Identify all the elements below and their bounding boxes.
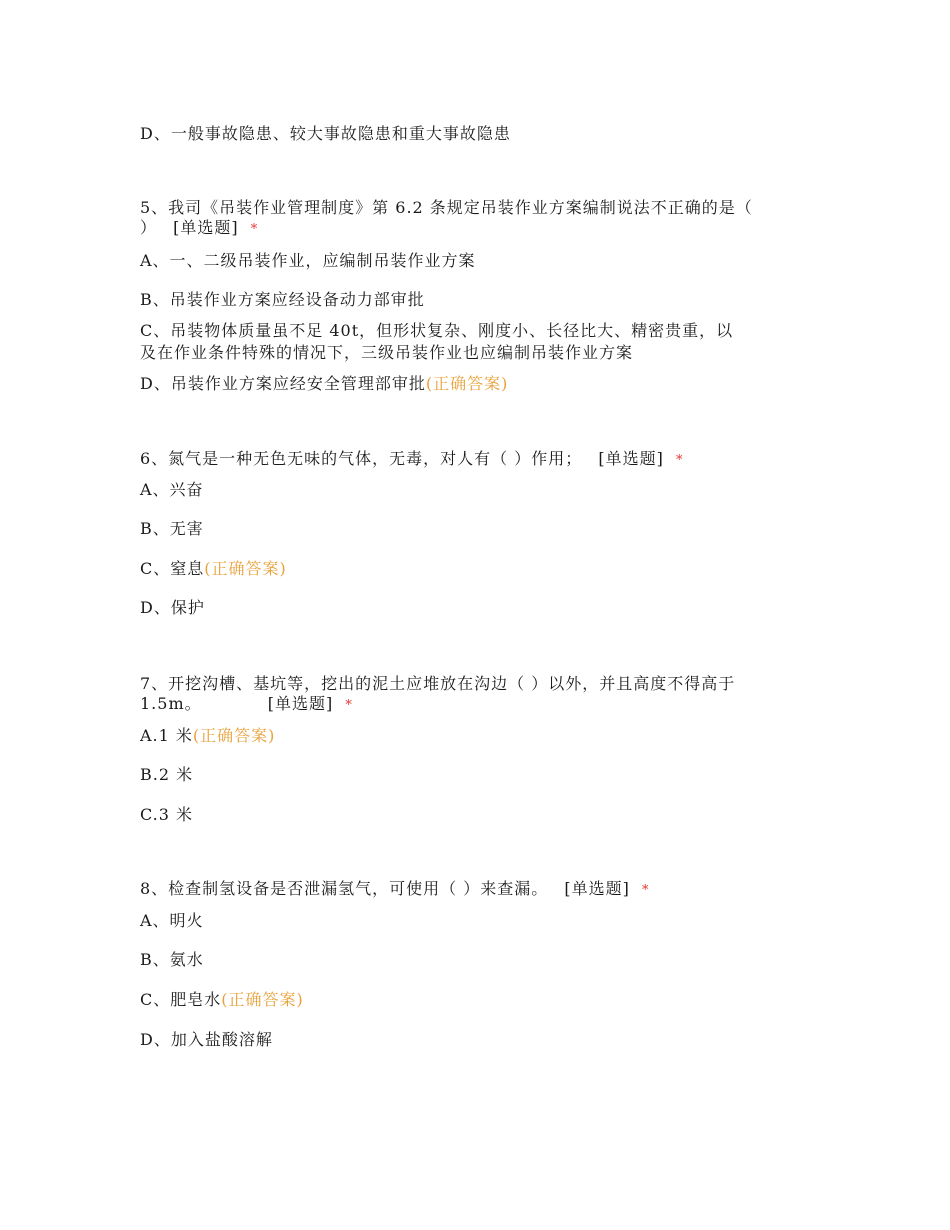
q6-option-c-text: C、窒息: [140, 559, 205, 578]
q7-stem-line2: [140, 693, 353, 717]
q8-option-b-text: B、氨水: [140, 950, 204, 969]
q6-option-d-text: D、保护: [140, 598, 205, 617]
q7-option-a: [140, 725, 275, 747]
q8-stem: [140, 878, 649, 902]
q5-option-c-text: C、吊装物体质量虽不足 40t，但形状复杂、刚度小、长径比大、精密贵重，以: [140, 321, 734, 340]
q7-stem-line1: [140, 673, 735, 695]
q7-option-b: [140, 764, 193, 786]
q8-option-c: [140, 989, 304, 1011]
required-asterisk: *: [345, 698, 353, 713]
q7-option-c-text: C.3 米: [140, 805, 194, 824]
q4-option-d: [140, 123, 511, 145]
q6-option-c: [140, 558, 287, 580]
correct-answer-tag: (正确答案): [425, 374, 509, 393]
q8-option-a: [140, 910, 204, 932]
q8-stem-text: 8、检查制氢设备是否泄漏氢气，可使用（ ）来查漏。: [140, 879, 549, 898]
q8-type-label: [单选题]: [564, 879, 630, 898]
q8-option-d-text: D、加入盐酸溶解: [140, 1030, 273, 1049]
q7-option-c: [140, 804, 193, 826]
q5-stem-text: 5、我司《吊装作业管理制度》第 6.2 条规定吊装作业方案编制说法不正确的是（: [140, 198, 753, 217]
q8-option-c-text: C、肥皂水: [140, 990, 222, 1009]
q8-option-b: [140, 949, 204, 971]
correct-answer-tag: (正确答案): [221, 990, 304, 1009]
required-asterisk: *: [675, 453, 684, 468]
q6-option-a-text: A、兴奋: [140, 480, 204, 499]
q5-option-b-text: B、吊装作业方案应经设备动力部审批: [140, 290, 425, 309]
q5-option-b: [140, 289, 425, 311]
correct-answer-tag: (正确答案): [204, 559, 287, 578]
q5-option-a-text: A、一、二级吊装作业，应编制吊装作业方案: [140, 251, 476, 270]
q6-option-b: [140, 518, 204, 540]
required-asterisk: *: [641, 883, 650, 898]
q5-stem-line1: [140, 197, 753, 219]
correct-answer-tag: (正确答案): [192, 726, 276, 745]
q4-option-d-text: D、一般事故隐患、较大事故隐患和重大事故隐患: [140, 124, 511, 143]
q6-option-b-text: B、无害: [140, 519, 204, 538]
q5-option-c-line2: [140, 342, 633, 364]
q7-option-a-text: A.1 米: [140, 726, 193, 745]
q5-option-d: [140, 373, 508, 395]
q7-stem-text: 7、开挖沟槽、基坑等，挖出的泥土应堆放在沟边（ ）以外，并且高度不得高于: [140, 674, 736, 693]
q5-type-label: [单选题]: [173, 218, 239, 237]
q6-option-a: [140, 479, 204, 501]
q6-stem: [140, 448, 683, 472]
q5-option-c-text-cont: 及在作业条件特殊的情况下，三级吊装作业也应编制吊装作业方案: [140, 343, 634, 362]
required-asterisk: *: [250, 222, 259, 237]
q7-stem-text-cont: 1.5m。: [140, 694, 202, 713]
q8-option-a-text: A、明火: [140, 911, 204, 930]
q6-type-label: [单选题]: [598, 449, 664, 468]
q5-option-d-text: D、吊装作业方案应经安全管理部审批: [140, 374, 426, 393]
q6-stem-text: 6、氮气是一种无色无味的气体，无毒，对人有（ ）作用；: [140, 449, 583, 468]
q5-option-a: [140, 250, 476, 272]
q8-option-d: [140, 1029, 273, 1051]
q7-type-label: [单选题]: [267, 694, 334, 713]
q6-option-d: [140, 597, 205, 619]
q7-option-b-text: B.2 米: [140, 765, 194, 784]
q5-option-c-line1: [140, 320, 733, 342]
q5-stem-line2: [140, 217, 258, 241]
q5-stem-text-cont: ）: [140, 218, 158, 237]
